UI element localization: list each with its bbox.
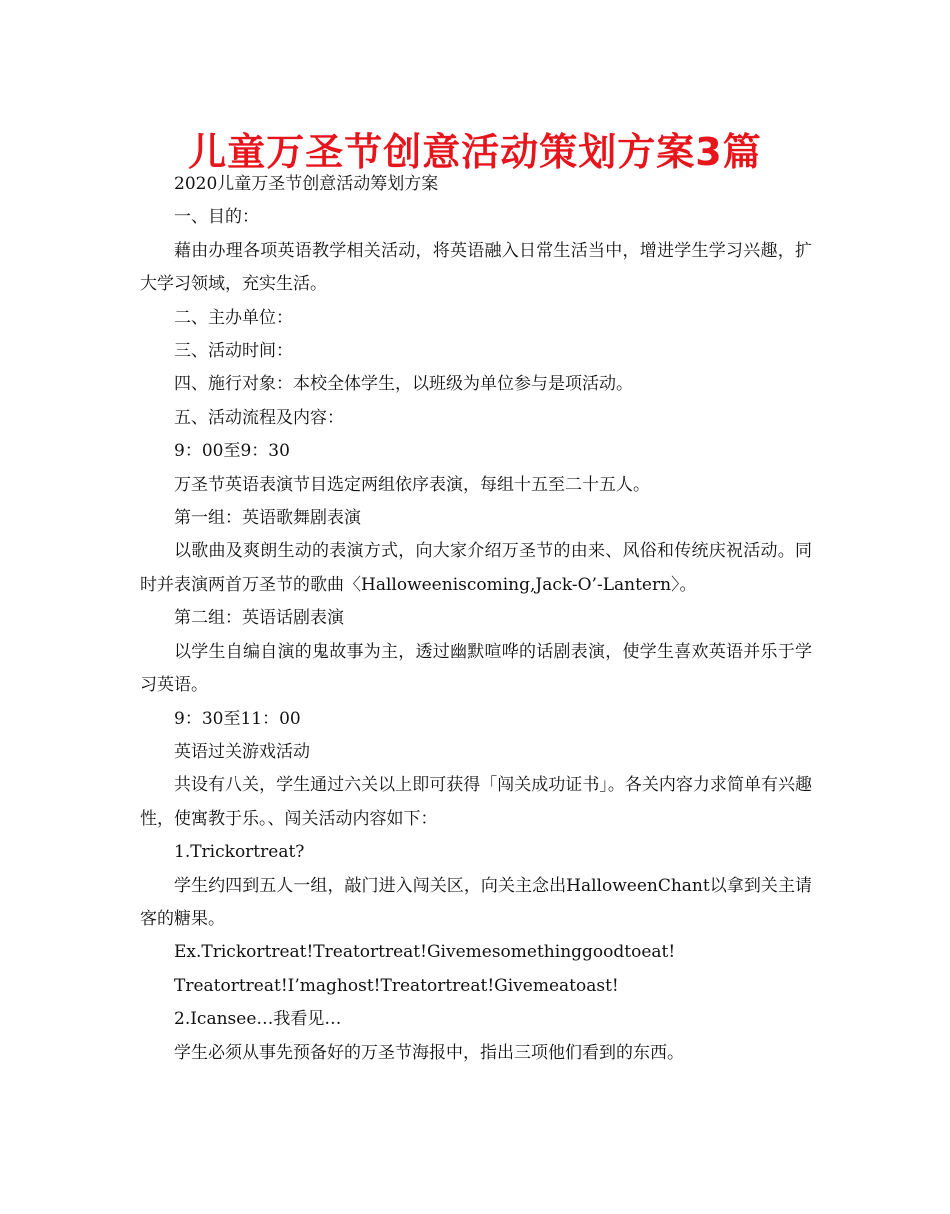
section-heading-organizer: 二、主办单位：	[174, 307, 293, 328]
document-body	[140, 168, 812, 1070]
section-heading-purpose: 一、目的：	[174, 207, 259, 228]
section-heading-process: 五、活动流程及内容：	[174, 407, 344, 428]
group-heading: 第一组：英语歌舞剧表演	[174, 508, 361, 529]
document-title: 儿童万圣节创意活动策划方案3篇	[188, 130, 762, 174]
section-heading-time: 三、活动时间：	[174, 341, 293, 362]
list-item-heading: 2.Icansee…我看见…	[174, 1009, 342, 1030]
list-item-heading: 1.Trickortreat?	[174, 842, 305, 863]
section-heading-participants: 四、施行对象：本校全体学生，以班级为单位参与是项活动。	[174, 374, 633, 395]
paragraph: 万圣节英语表演节目选定两组依序表演，每组十五至二十五人。	[174, 474, 650, 495]
time-slot: 9：30至11：00	[174, 708, 301, 729]
group-heading: 第二组：英语话剧表演	[174, 608, 344, 629]
paragraph: 共设有八关，学生通过六关以上即可获得「闯关成功证书」。各关内容力求简单有兴趣性，使寓教于乐。、闯关活动内容如下：	[140, 775, 812, 829]
example-line: Treatortreat!I’maghost!Treatortreat!Givemeatoast!	[174, 975, 619, 996]
paragraph: 学生必须从事先预备好的万圣节海报中，指出三项他们看到的东西。	[174, 1042, 684, 1063]
time-slot: 9：00至9：30	[174, 441, 290, 462]
example-line: Ex.Trickortreat!Treatortreat!Givemesomethinggoodtoeat!	[174, 942, 676, 963]
paragraph: 学生约四到五人一组，敲门进入闯关区，向关主念出HalloweenChant以拿到关主请客的糖果。	[140, 875, 812, 929]
paragraph: 2020儿童万圣节创意活动筹划方案	[174, 174, 439, 194]
activity-heading: 英语过关游戏活动	[174, 741, 310, 762]
paragraph: 以歌曲及爽朗生动的表演方式，向大家介绍万圣节的由来、风俗和传统庆祝活动。同时并表演两首万圣节的歌曲〈Halloweeniscoming,Jack-O’-Lantern〉。	[140, 541, 812, 595]
paragraph: 以学生自编自演的鬼故事为主，透过幽默喧哗的话剧表演，使学生喜欢英语并乐于学习英语。	[140, 641, 812, 696]
paragraph: 藉由办理各项英语教学相关活动，将英语融入日常生活当中，增进学生学习兴趣，扩大学习领域，充实生活。	[140, 240, 812, 295]
